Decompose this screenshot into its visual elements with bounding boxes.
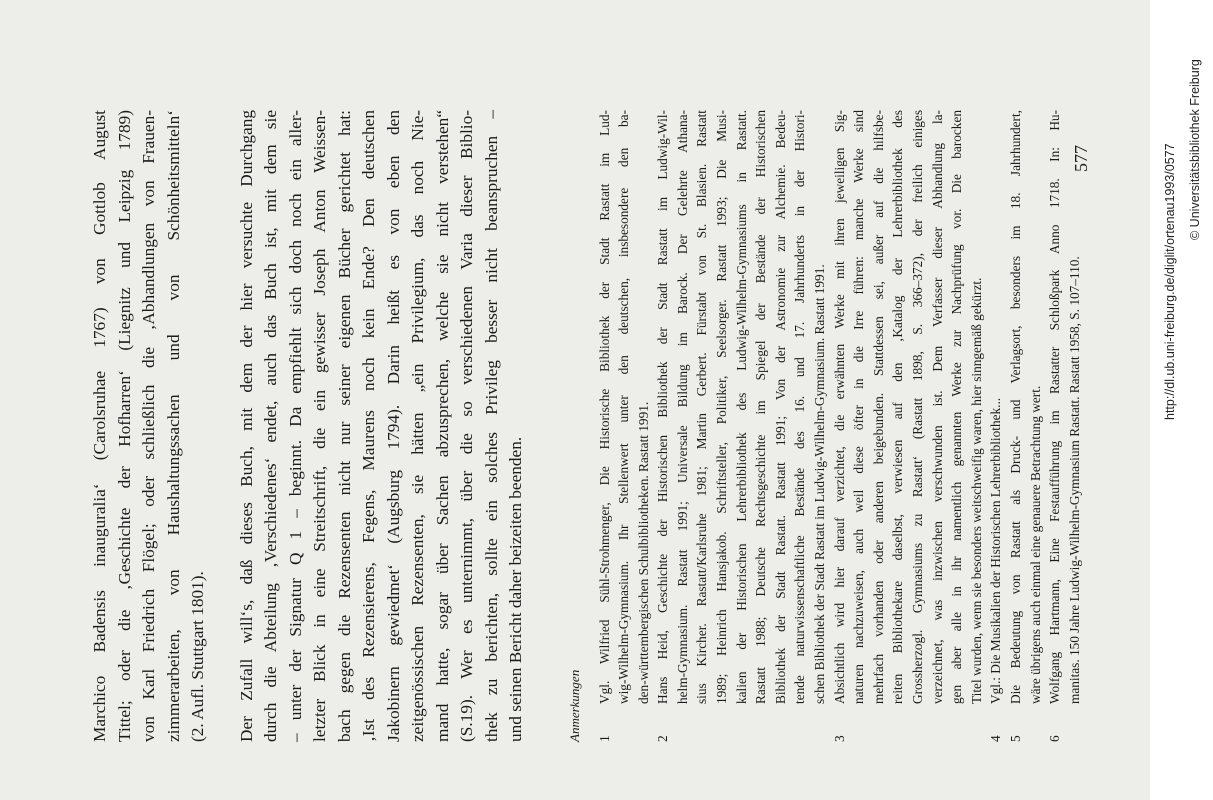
- note-number: 5: [1007, 735, 1023, 742]
- note-item: [830, 110, 987, 742]
- note-number: 1: [596, 735, 612, 742]
- note-line: helm-Gymnasium. Rastatt 1991; Universale Bildung im Barock. Der Gelehrte Athana-: [674, 110, 690, 704]
- note-line: Titel wurden, wenn sie besonders weitschweifig waren, hier sinngemäß gekürzt.: [968, 277, 984, 704]
- note-item: [1045, 110, 1084, 742]
- note-item: [595, 110, 654, 742]
- viewer-footer-strip: [1150, 0, 1213, 800]
- note-line: Vgl.: Die Musikalien der Historischen Lehrerbibliothek...: [988, 397, 1004, 704]
- note-number: 6: [1047, 735, 1063, 742]
- text-line: von Karl Friedrich Flögel; oder schließlich die ‚Abhandlungen von Frauen-: [139, 110, 158, 742]
- text-line: Jakobinern gewiedmet‘ (Augsburg 1794). Darin heißt es von eben den: [383, 110, 403, 742]
- note-line: Die Bedeutung von Rastatt als Druck- und Verlagsort, besonders im 18. Jahrhundert,: [1007, 110, 1023, 704]
- note-line: Vgl. Wilfried Sühl-Strohmenger, Die Historische Bibliothek der Stadt Rastatt im Lud-: [596, 110, 612, 704]
- note-line: tende naturwissenschaftliche Bestände des 16. und 17. Jahrhunderts in der Histori-: [792, 110, 808, 704]
- text-line: mand hatte, sogar über Sachen abzusprechen, welche sie nicht verstehen“: [432, 110, 452, 742]
- endnotes: [567, 110, 1085, 742]
- note-line: manitas. 150 Jahre Ludwig-Wilhelm-Gymnasium Rastatt. Rastatt 1958, S. 107–110.: [1066, 256, 1082, 704]
- text-line: Der Zufall will‘s, daß dieses Buch, mit dem der hier versuchte Durchgang: [236, 110, 256, 742]
- text-line: durch die Abteilung ‚Verschiedenes‘ endet, auch das Buch ist, mit dem sie: [261, 110, 280, 742]
- note-line: wig-Wilhelm-Gymnasium. Ihr Stellenwert unter den deutschen, insbesondere den ba-: [616, 110, 632, 704]
- text-line: zimmerarbeiten, von Haushaltungssachen und von Schönheitsmitteln‘: [163, 110, 183, 742]
- note-text: [1045, 110, 1084, 704]
- note-text: [830, 110, 987, 704]
- text-line: und seinen Bericht daher beizeiten beenden.: [506, 436, 525, 742]
- text-line: thek zu berichten, sollte ein solches Privileg besser nicht beanspruchen –: [481, 110, 501, 742]
- note-line: Hans Heid, Geschichte der Historischen Bibliothek der Stadt Rastatt im Ludwig-Wil-: [655, 110, 671, 704]
- note-line: Bibliothek der Stadt Rastatt. Rastatt 1991; Von der Astronomie zur Alchemie. Bedeu-: [772, 110, 788, 704]
- text-line: bach gegen die Rezensenten nicht nur seiner eigenen Bücher gerichtet hat:: [334, 110, 354, 742]
- text-line: Marchico Badensis inauguralia‘ (Carolsruhae 1767) von Gottlob August: [90, 110, 109, 742]
- text-column: [88, 110, 1084, 742]
- page-number: 577: [1071, 145, 1091, 172]
- note-line: Grossherzogl. Gymnasiums zu Rastatt‘ (Rastatt 1898, S. 366–372), der freilich einiges: [910, 110, 925, 704]
- notes-heading: Anmerkungen: [566, 669, 582, 742]
- text-line: – unter der Signatur Q 1 – beginnt. Da empfiehlt sich doch noch ein aller-: [285, 110, 305, 742]
- note-line: naturen nachzuweisen, auch weil diese öfter in die Irre führen: manche Werke sind: [851, 110, 867, 704]
- note-line: 1989; Heinrich Hansjakob. Schriftsteller, Politiker, Seelsorger. Rastatt 1993; Die Musi-: [714, 110, 730, 704]
- text-line: zeitgenössischen Rezensenten, sie hätten „ein Privilegium, das noch Nie-: [408, 110, 427, 742]
- note-item: [1006, 110, 1045, 742]
- note-line: mehrfach vorhanden oder anderen beigebunden. Stattdessen sei, außer auf die hilfsbe-: [870, 110, 886, 704]
- note-item: [986, 110, 1006, 742]
- paragraph: [235, 110, 529, 742]
- note-line: reiten Bibliothekare daselbst, verwiesen auf den ‚Katalog der Lehrerbibliothek des: [890, 110, 906, 704]
- note-line: verzeichnet, was inzwischen verschwunden ist. Dem Verfasser dieser Abhandlung la-: [929, 110, 945, 704]
- note-line: wäre übrigens auch einmal eine genauere Betrachtung wert.: [1027, 385, 1043, 704]
- note-line: Rastatt 1988; Deutsche Rechtsgeschichte im Spiegel der Bestände der Historischen: [753, 110, 769, 704]
- copyright-notice: © Universitätsbibliothek Freiburg: [1188, 59, 1202, 240]
- text-line: Tittel; oder die ‚Geschichte der Hofharren‘ (Liegnitz und Leipzig 1789): [114, 110, 134, 742]
- note-line: gen aber alle in ihr namentlich genannten Werke zur Nachprüfung vor. Die barocken: [949, 110, 965, 704]
- note-line: schen Bibliothek der Stadt Rastatt im Ludwig-Wilhelm-Gymnasium. Rastatt 1991.: [812, 264, 828, 704]
- text-line: (S.19). Wer es unternimmt, über die so verschiedenen Varia dieser Biblio-: [457, 110, 476, 742]
- note-text: [653, 110, 829, 704]
- note-item: [653, 110, 829, 742]
- note-number: 4: [988, 735, 1004, 742]
- note-number: 2: [655, 735, 671, 742]
- note-line: sius Kircher. Rastatt/Karlsruhe 1981; Martin Gerbert. Fürstabt von St. Blasien. Rastatt: [694, 110, 710, 704]
- paragraph: [88, 110, 211, 742]
- text-line: (2. Aufl. Stuttgart 1801).: [188, 571, 207, 742]
- note-text: [1006, 110, 1045, 704]
- note-line: Absichtlich wird hier darauf verzichtet, die erwähnten Werke mit ihren jeweiligen Sig-: [831, 110, 847, 704]
- note-line: kalien der Historischen Lehrerbibliothek des Ludwig-Wilhelm-Gymnasiums in Rastatt.: [733, 110, 749, 704]
- text-line: ‚Ist des Rezensierens, Fegens, Maurens noch kein Ende? Den deutschen: [359, 110, 378, 742]
- body-text: [88, 110, 529, 742]
- text-line: letzter Blick in eine Streitschrift, die ein gewisser Joseph Anton Weissen-: [310, 110, 329, 742]
- note-text: [595, 110, 654, 704]
- note-text: [986, 110, 1006, 704]
- notes-list: [595, 110, 1085, 742]
- source-url-link[interactable]: http://dl.ub.uni-freiburg.de/diglit/ortenau1993/0577: [1163, 143, 1177, 420]
- note-number: 3: [831, 735, 847, 742]
- note-line: den-württembergischen Schulbibliotheken. Rastatt 1991.: [635, 401, 651, 704]
- note-line: Wolfgang Hartmann, Eine Festaufführung im Rastatter Schloßpark Anno 1718. In: Hu-: [1047, 110, 1063, 704]
